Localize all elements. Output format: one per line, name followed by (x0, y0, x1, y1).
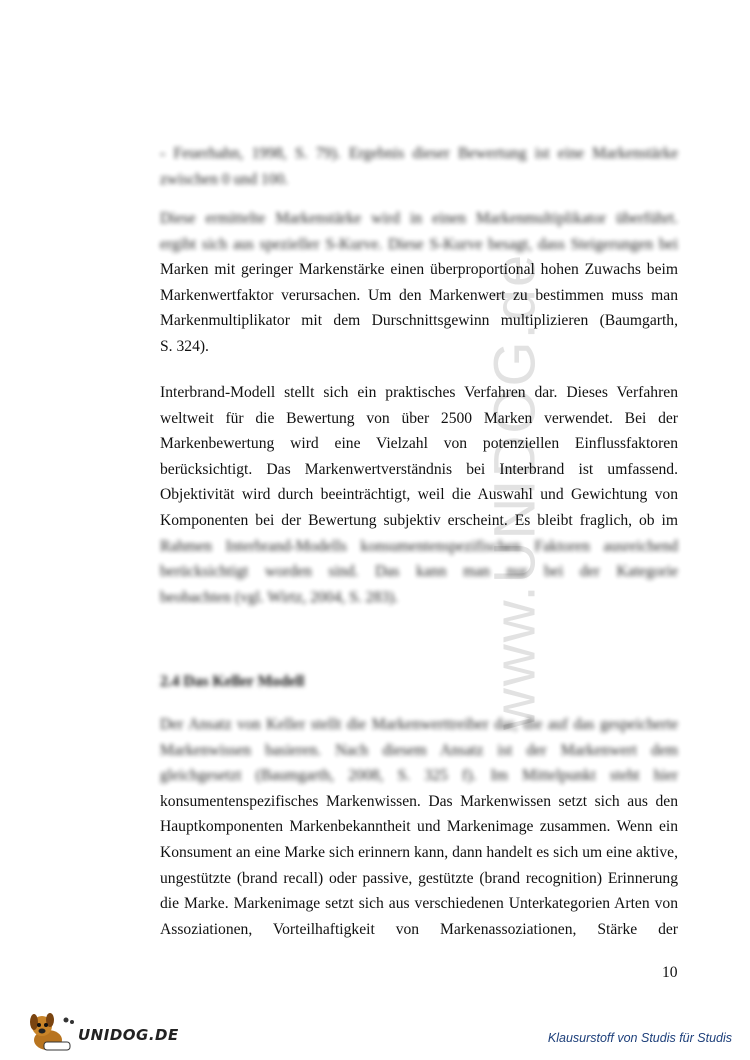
text-line: S. 324). (160, 337, 209, 355)
text-line: Diese ermittelte Markenstärke wird in einen Markenmultiplikator überführt. (160, 210, 678, 227)
watermark: www.UNIDOG.de (482, 252, 548, 730)
text-line: Interbrand-Modell stellt sich ein praktisches Verfahren dar. Dieses Verfahren (160, 384, 678, 401)
text-line: Assoziationen, Vorteilhaftigkeit von Markenassoziationen, Stärke der (160, 920, 678, 938)
section-heading: 2.4 Das Keller Modell (160, 673, 305, 690)
text-line: berücksichtigt worden sind. Das kann man nur bei der Kategorie (160, 563, 678, 581)
text-line: ungestützte (brand recall) oder passive, gestützte (brand recognition) Erinnerung (160, 869, 678, 887)
logo-text: UNIDOG.DE (78, 1026, 179, 1044)
text-line: berücksichtigt. Das Markenwertverständnis bei Interbrand ist umfassend. (160, 460, 678, 478)
text-line: die Marke. Markenimage setzt sich aus verschiedenen Unterkategorien Arten von (160, 895, 678, 913)
text-line: beobachten (vgl. Wirtz, 2004, S. 283). (160, 588, 399, 606)
page-number: 10 (662, 964, 678, 981)
unidog-logo[interactable] (22, 1012, 179, 1054)
text-line: Markenmultiplikator mit dem Durschnittsgewinn multiplizieren (Baumgarth, (160, 312, 678, 330)
text-line: Marken mit geringer Markenstärke einen überproportional hohen Zuwachs beim (160, 261, 678, 279)
text-line: Komponenten bei der Bewertung subjektiv erscheint. Es bleibt fraglich, ob im (160, 511, 678, 529)
text-line: weltweit für die Bewertung von über 2500 Marken verwendet. Bei der (160, 409, 678, 427)
paragraph-2 (160, 206, 678, 360)
text-line: Markenbewertung wird eine Vielzahl von potenziellen Einflussfaktoren (160, 435, 678, 453)
text-line: Konsument an eine Marke sich erinnern kann, dann handelt es sich um eine aktive, (160, 843, 678, 861)
dog-mascot-icon (22, 1012, 78, 1054)
paragraph-1 (160, 141, 678, 192)
text-line: zwischen 0 und 100. (160, 170, 289, 188)
text-line: - Feuerhahn, 1998, S. 79). Ergebnis dieser Bewertung ist eine Markenstärke (160, 145, 678, 162)
paragraph-3 (160, 380, 678, 610)
text-line: gleichgesetzt (Baumgarth, 2008, S. 325 f). Im Mittelpunkt steht hier (160, 767, 678, 785)
text-line: Rahmen Interbrand-Modells konsumentenspezifischen Faktoren ausreichend (160, 537, 678, 555)
text-line: Markenwertfaktor verursachen. Um den Markenwert zu bestimmen muss man (160, 286, 678, 304)
footer-tagline: Klausurstoff von Studis für Studis (547, 1031, 732, 1045)
paragraph-4 (160, 712, 678, 942)
text-line: Hauptkomponenten Markenbekanntheit und Markenimage zusammen. Wenn ein (160, 818, 678, 836)
text-line: Objektivität wird durch beeinträchtigt, weil die Auswahl und Gewichtung von (160, 486, 678, 504)
text-line: Markenwissen basieren. Nach diesem Ansatz ist der Markenwert dem (160, 741, 678, 759)
text-line: Der Ansatz von Keller stellt die Markenwerttreiber dar, die auf das gespeicherte (160, 716, 678, 733)
text-line: konsumentenspezifisches Markenwissen. Das Markenwissen setzt sich aus den (160, 792, 678, 810)
text-line: ergibt sich aus spezieller S-Kurve. Diese S-Kurve besagt, dass Steigerungen bei (160, 235, 678, 253)
